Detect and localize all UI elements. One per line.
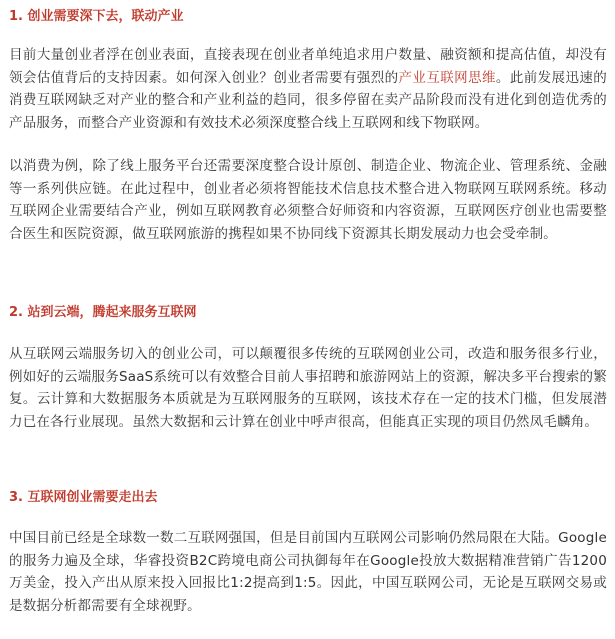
section-3-paragraph-1: 中国目前已经是全球数一数二互联网强国，但是目前国内互联网公司影响仍然局限在大陆。Google的服务力遍及全球，华睿投资B2C跨境电商公司执御每年在Google投放大数据精准营销广告1200万美金，投入产出从原来投入回报比1:2提高到1:5。因此，中国互联网公司，无论是互联网交易或是数据分析都需要有全球视野。 xyxy=(9,530,607,614)
section-1-paragraph-1 xyxy=(9,44,607,134)
section-2-heading: 2. 站到云端，腾起来服务互联网 xyxy=(9,305,197,320)
section-1-paragraph-2: 以消费为例，除了线上服务平台还需要深度整合设计原创、制造企业、物流企业、管理系统、金融等一系列供应链。在此过程中，创业者必须将智能技术信息技术整合进入物联网互联网系统。移动互联网企业需要结合产业，例如互联网教育必须整合好师资和内容资源，互联网医疗创业也需要整合医生和医院资源，做互联网旅游的携程如果不协同线下资源其长期发展动力也会受牵制。 xyxy=(9,158,607,242)
section-2-paragraph-1: 从互联网云端服务切入的创业公司，可以颠覆很多传统的互联网创业公司，改造和服务很多行业，例如好的云端服务SaaS系统可以有效整合目前人事招聘和旅游网站上的资源，解决多平台搜索的繁复。云计算和大数据服务本质就是为互联网服务的互联网，该技术存在一定的技术门槛，但发展潜力已在各行业展现。虽然大数据和云计算在创业中呼声很高，但能真正实现的项目仍然凤毛麟角。 xyxy=(9,346,607,430)
industrial-internet-thinking-link[interactable]: 产业互联网思维 xyxy=(398,69,496,86)
section-3-heading: 3. 互联网创业需要走出去 xyxy=(9,490,158,505)
section-1-paragraph-1-text-before-link: 目前大量创业者浮在创业表面，直接表现在创业者单纯追求用户数量、融资额和提高估值，却没有领会估值背后的支持因素。如何深入创业？创业者需要有强烈的 xyxy=(9,47,607,86)
section-1-paragraph-1-text-after-link: 。此前发展迅速的消费互联网缺乏对产业的整合和产业利益的趋同，很多停留在卖产品阶段而没有进化到创造优秀的产品服务，而整合产业资源和有效技术必须深度整合线上互联网和线下物联网。 xyxy=(9,69,607,131)
section-1-heading: 1. 创业需要深下去，联动产业 xyxy=(9,9,184,24)
